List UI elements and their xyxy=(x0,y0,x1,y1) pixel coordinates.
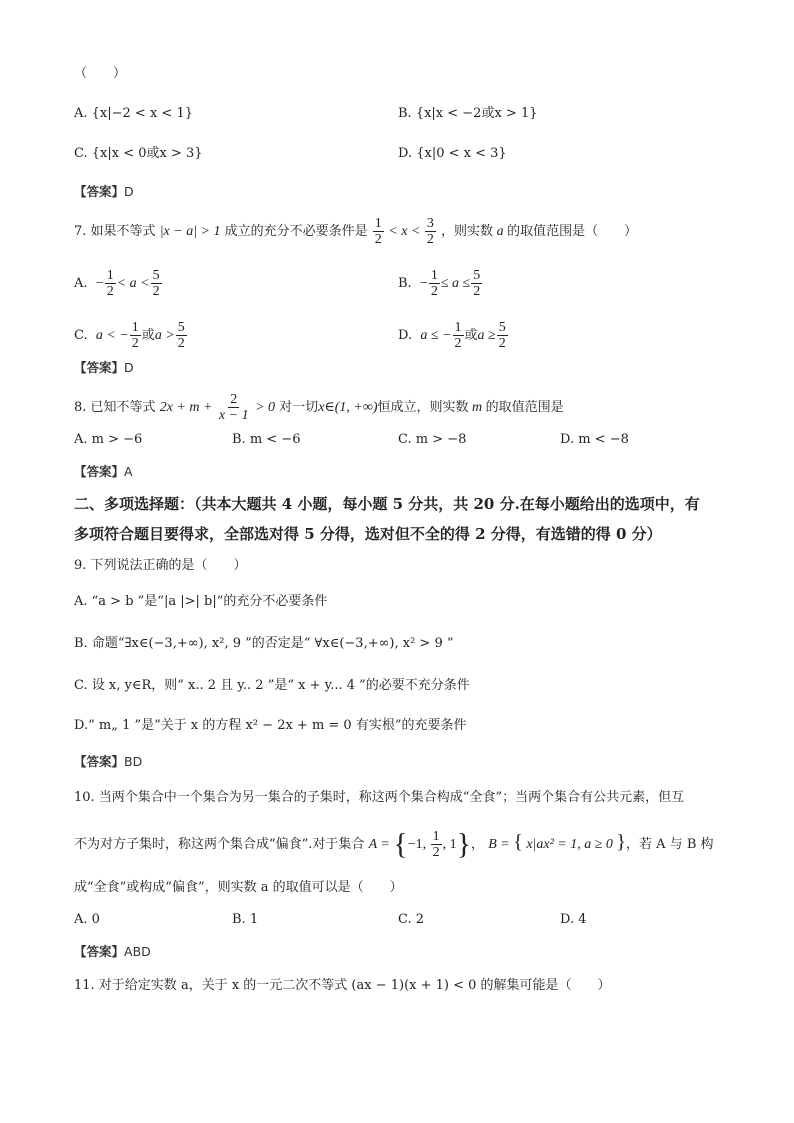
options-paren: （ ） xyxy=(74,66,127,81)
q8-option-a: A. m > −6 xyxy=(74,432,143,447)
answer-9 xyxy=(74,752,142,772)
q10-text-post: ，若 A 与 B 构 xyxy=(626,837,714,852)
question-10-line3: 成“全食”或构成“偏食”，则实数 a 的取值可以是（ ） xyxy=(74,880,403,895)
q9-option-b: B. 命题“∃x∈(−3,+∞), x², 9 ”的否定是“ ∀x∈(−3,+∞), x² > 9 ” xyxy=(74,636,454,651)
q7-text-post: ，则实数 xyxy=(441,224,494,239)
answer-label: 【答案】 xyxy=(74,184,125,199)
question-7: 7. 如果不等式 |x − a| > 1 成立的充分不必要条件是 $\frac{1}{2}$ < x < $\frac{3}{2}$ ，则实数 a 的取值范围是（ ） xyxy=(74,216,638,247)
q9-option-a: A. “a > b ”是“|a |>| b|”的充分不必要条件 xyxy=(74,594,328,609)
answer-6 xyxy=(74,182,134,202)
question-11: 11. 对于给定实数 a，关于 x 的一元二次不等式 (ax − 1)(x + 1) < 0 的解集可能是（ ） xyxy=(74,978,611,993)
q7-text-mid: 成立的充分不必要条件是 xyxy=(224,224,368,239)
answer-value: A xyxy=(124,464,133,479)
q10-option-d: D. 4 xyxy=(560,912,587,927)
question-10: 10. 当两个集合中一个集合为另一集合的子集时，称这两个集合构成“全食”；当两个集合有公共元素，但互 xyxy=(74,790,685,805)
q7-option-b: B. − $\frac{1}{2}$ ≤ a ≤ $\frac{5}{2}$ xyxy=(398,268,481,299)
answer-label: 【答案】 xyxy=(74,754,125,769)
q8-option-c: C. m > −8 xyxy=(398,432,467,447)
answer-value: BD xyxy=(124,754,143,769)
question-8: 8. 已知不等式 2x + m + $\frac{2}{x - 1}$ > 0 对一切x∈(1, +∞)恒成立，则实数 m 的取值范围是 xyxy=(74,392,564,423)
q6-option-a: A. {x|−2 < x < 1} xyxy=(74,106,193,121)
answer-label: 【答案】 xyxy=(74,464,125,479)
answer-value: ABD xyxy=(124,944,151,959)
q8-domain: x∈(1, +∞) xyxy=(318,400,378,415)
q7-text-tail: 的取值范围是（ ） xyxy=(507,224,638,239)
q6-option-b: B. {x|x < −2或x > 1} xyxy=(398,106,538,121)
q10-sep: ， xyxy=(471,837,485,852)
q7-text: 7. 如果不等式 xyxy=(74,224,156,239)
q7-option-a: A. − $\frac{1}{2}$ < a < $\frac{5}{2}$ xyxy=(74,268,160,299)
answer-10 xyxy=(74,942,151,962)
answer-label: 【答案】 xyxy=(74,944,125,959)
question-10-line2: 不为对方子集时，称这两个集合成“偏食”.对于集合 A = {−1, $\frac{1}{2}$ , 1}， B = { x|ax² = 1, a ≥ 0 }，若 A 与 B 构 xyxy=(74,827,714,861)
q8-text: 8. 已知不等式 xyxy=(74,400,156,415)
q6-option-d: D. {x|0 < x < 3} xyxy=(398,146,507,161)
q7-option-d: D. a ≤ − $\frac{1}{2}$ 或a ≥ $\frac{5}{2}$ xyxy=(398,320,506,351)
q10-option-b: B. 1 xyxy=(232,912,259,927)
answer-7 xyxy=(74,358,134,378)
answer-8 xyxy=(74,462,133,482)
q8-option-d: D. m < −8 xyxy=(560,432,629,447)
fraction: $\frac{3}{2}$ xyxy=(426,216,434,247)
q8-text-post: 恒成立，则实数 xyxy=(377,400,469,415)
q9-option-d: D.“ m„ 1 ”是“关于 x 的方程 x² − 2x + m = 0 有实根”的充要条件 xyxy=(74,718,467,733)
q8-text-mid: 对一切 xyxy=(279,400,319,415)
q7-option-c: C. a < − $\frac{1}{2}$ 或a > $\frac{5}{2}$ xyxy=(74,320,185,351)
q10-option-a: A. 0 xyxy=(74,912,100,927)
q8-option-b: B. m < −6 xyxy=(232,432,301,447)
fraction: $\frac{1}{2}$ xyxy=(374,216,382,247)
question-9: 9. 下列说法正确的是（ ） xyxy=(74,558,247,573)
answer-label: 【答案】 xyxy=(74,360,125,375)
q7-inequality: |x − a| > 1 xyxy=(159,224,221,239)
q8-text-tail: 的取值范围是 xyxy=(485,400,564,415)
section-2-heading: 二、多项选择题：（共本大题共 4 小题，每小题 5 分共，共 20 分.在每小题给出的选项中，有 xyxy=(74,495,700,513)
answer-value: D xyxy=(124,184,134,199)
answer-value: D xyxy=(124,360,134,375)
section-2-heading-cont: 多项符合题目要得求，全部选对得 5 分得，选对但不全的得 2 分得，有选错的得 0 分） xyxy=(74,525,662,543)
q10-option-c: C. 2 xyxy=(398,912,425,927)
q10-text: 不为对方子集时，称这两个集合成“偏食”.对于集合 xyxy=(74,837,365,852)
q9-option-c: C. 设 x, y∈R，则“ x.. 2 且 y.. 2 ”是“ x + y... 4 ”的必要不充分条件 xyxy=(74,678,470,693)
q6-option-c: C. {x|x < 0或x > 3} xyxy=(74,146,203,161)
